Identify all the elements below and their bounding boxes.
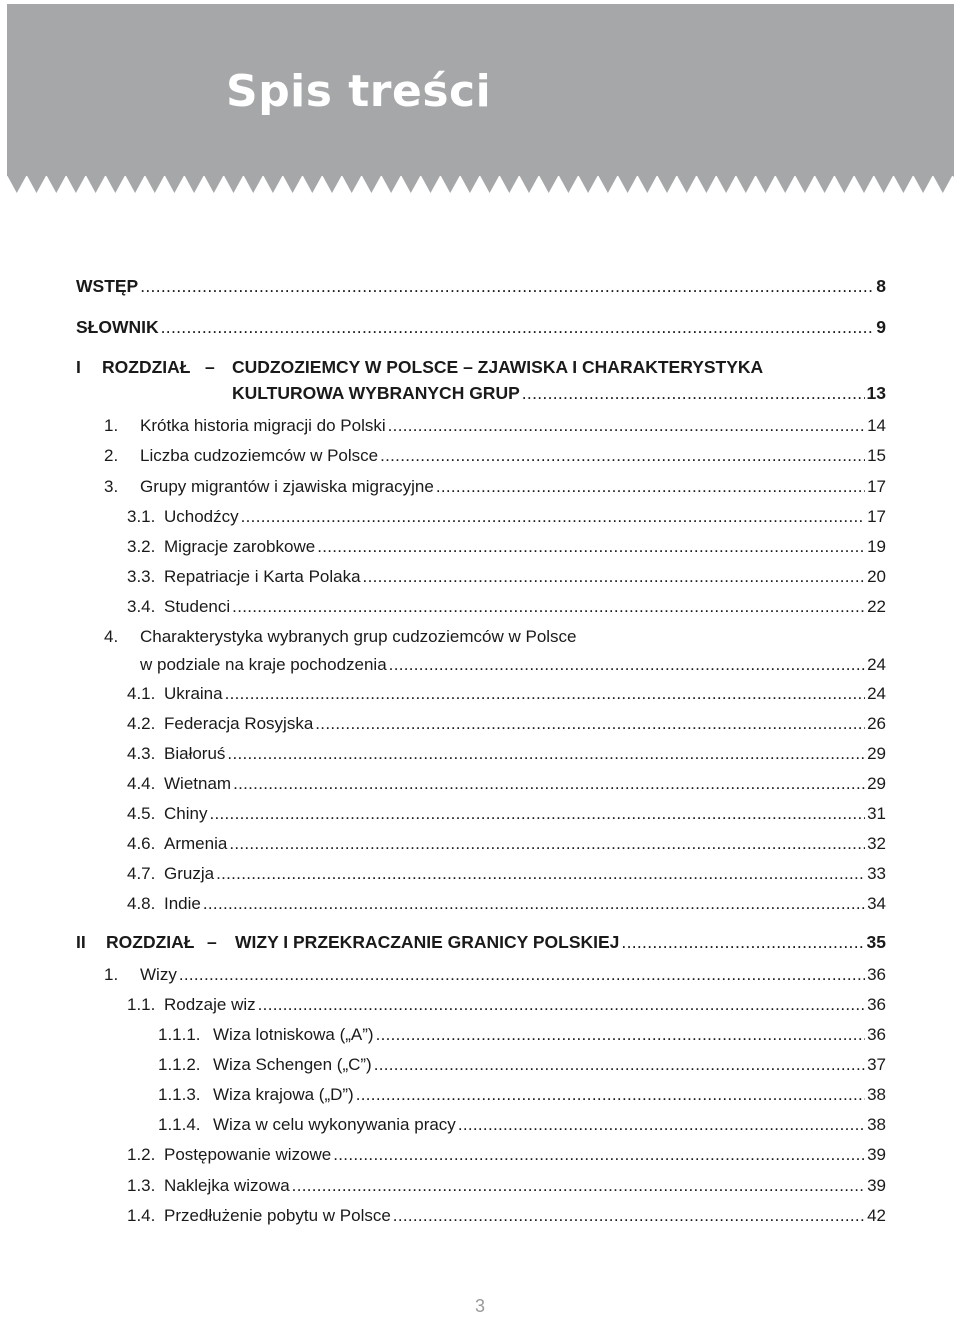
toc-entry[interactable] (127, 714, 886, 734)
leader-dots (333, 1145, 865, 1165)
toc-entry[interactable] (158, 1025, 886, 1045)
toc-entry-number: 1. (104, 416, 119, 435)
toc-entry-page: 29 (867, 744, 886, 763)
toc-entry[interactable] (104, 477, 886, 497)
toc-entry-page: 17 (867, 507, 886, 526)
leader-dots (356, 1085, 865, 1105)
toc-entry-label: Rodzaje wiz (164, 995, 256, 1014)
leader-dots (436, 477, 865, 497)
toc-entry[interactable] (127, 744, 886, 764)
toc-entry-number: 2. (104, 446, 119, 465)
toc-entry[interactable] (127, 1176, 886, 1196)
toc-entry-label: Wiza w celu wykonywania pracy (213, 1115, 456, 1134)
toc-entry-number: 4.3. (127, 744, 156, 763)
chapter-number: II (76, 932, 86, 952)
toc-entry-page: 24 (867, 655, 886, 674)
leader-dots (233, 774, 865, 794)
toc-entry-number: 1.2. (127, 1145, 156, 1164)
toc-entry-number: 3. (104, 477, 119, 496)
toc-entry[interactable] (127, 684, 886, 704)
toc-entry-label: Migracje zarobkowe (164, 537, 316, 556)
toc-entry[interactable] (127, 774, 886, 794)
toc-entry-label: SŁOWNIK (76, 317, 159, 337)
toc-entry-number: 4.1. (127, 684, 156, 703)
toc-entry-label: Federacja Rosyjska (164, 714, 314, 733)
toc-entry-page: 38 (867, 1085, 886, 1104)
toc-entry-page: 36 (867, 965, 886, 984)
toc-entry-label: Ukraina (164, 684, 223, 703)
chapter-heading-1[interactable] (76, 357, 81, 377)
toc-entry-label: Grupy migrantów i zjawiska migracyjne (140, 477, 434, 496)
toc-entry-page: 8 (876, 276, 886, 296)
toc-entry-page: 31 (867, 804, 886, 823)
toc-entry[interactable] (127, 864, 886, 884)
toc-entry-label: Białoruś (164, 744, 226, 763)
toc-entry-page: 33 (867, 864, 886, 883)
toc-entry[interactable] (127, 804, 886, 824)
leader-dots (258, 995, 865, 1015)
toc-entry-page: 35 (866, 932, 886, 952)
toc-entry-number: 1.1.1. (158, 1025, 201, 1044)
toc-entry-label: Armenia (164, 834, 228, 853)
chapter-dash: – (205, 357, 215, 377)
toc-entry-page: 13 (866, 383, 886, 403)
toc-entry-label: WSTĘP (76, 276, 139, 296)
toc-entry-page: 15 (867, 446, 886, 465)
toc-entry-label: Uchodźcy (164, 507, 239, 526)
leader-dots (374, 1055, 865, 1075)
leader-dots (388, 416, 865, 436)
toc-entry-label-line1: Charakterystyka wybranych grup cudzoziemców w Polsce (140, 627, 577, 646)
toc-entry-number: 3.2. (127, 537, 156, 556)
leader-dots (317, 537, 865, 557)
toc-entry-page: 24 (867, 684, 886, 703)
leader-dots (216, 864, 865, 884)
toc-entry-number: 1.1.2. (158, 1055, 201, 1074)
toc-entry[interactable] (104, 416, 886, 436)
toc-entry-number: 3.1. (127, 507, 156, 526)
toc-entry[interactable] (127, 567, 886, 587)
toc-entry-label: Postępowanie wizowe (164, 1145, 332, 1164)
toc-entry[interactable] (158, 1115, 886, 1135)
toc-entry-number: 1.3. (127, 1176, 156, 1195)
chapter-part-label: ROZDZIAŁ (106, 932, 195, 952)
leader-dots (241, 507, 865, 527)
toc-entry-page: 29 (867, 774, 886, 793)
toc-entry[interactable] (127, 1206, 886, 1226)
toc-entry-number: 1. (104, 965, 119, 984)
page-number: 3 (474, 1296, 485, 1316)
chapter-number: I (76, 357, 81, 377)
chapter-part-label: ROZDZIAŁ (102, 357, 191, 377)
toc-entry-number: 4.2. (127, 714, 156, 733)
toc-entry-page: 36 (867, 995, 886, 1014)
leader-dots (363, 567, 866, 587)
toc-entry-slownik[interactable] (76, 317, 886, 337)
toc-entry-label: Wietnam (164, 774, 232, 793)
page-title: Spis treści (226, 66, 492, 117)
toc-entry-page: 39 (867, 1145, 886, 1164)
leader-dots (380, 446, 865, 466)
toc-entry-number: 3.4. (127, 597, 156, 616)
toc-entry-label: Wiza krajowa („D”) (213, 1085, 354, 1104)
toc-entry[interactable] (127, 995, 886, 1015)
toc-entry-number: 4.4. (127, 774, 156, 793)
toc-entry-label: Wiza Schengen („C”) (213, 1055, 372, 1074)
toc-entry-label: Liczba cudzoziemców w Polsce (140, 446, 379, 465)
leader-dots (376, 1025, 865, 1045)
toc-entry-page: 17 (867, 477, 886, 496)
toc-entry-number: 4.6. (127, 834, 156, 853)
toc-entry-label: Krótka historia migracji do Polski (140, 416, 386, 435)
toc-entry[interactable] (127, 597, 886, 617)
leader-dots (292, 1176, 865, 1196)
leader-dots (179, 965, 865, 985)
leader-dots (522, 383, 865, 403)
chapter-dash: – (207, 932, 217, 952)
toc-entry-label: Wizy (140, 965, 177, 984)
chapter-heading-2[interactable] (76, 932, 86, 952)
toc-entry-label: Wiza lotniskowa („A”) (213, 1025, 374, 1044)
toc-entry-label: KULTUROWA WYBRANYCH GRUP (232, 383, 520, 403)
toc-entry-page: 34 (867, 894, 886, 913)
toc-entry-page: 26 (867, 714, 886, 733)
toc-entry[interactable] (127, 894, 886, 914)
leader-dots (209, 804, 865, 824)
toc-entry[interactable] (104, 446, 886, 466)
leader-dots (140, 276, 874, 296)
toc-entry[interactable] (127, 1145, 886, 1165)
toc-entry-page: 36 (867, 1025, 886, 1044)
toc-entry-page: 22 (867, 597, 886, 616)
leader-dots (225, 684, 865, 704)
toc-entry-label: Chiny (164, 804, 208, 823)
toc-entry-first-line (104, 627, 577, 647)
leader-dots (458, 1115, 865, 1135)
toc-entry-number: 1.1.3. (158, 1085, 201, 1104)
toc-entry-number: 4.5. (127, 804, 156, 823)
toc-entry-page: 14 (867, 416, 886, 435)
toc-entry-label: Studenci (164, 597, 231, 616)
toc-entry-label: Przedłużenie pobytu w Polsce (164, 1206, 391, 1225)
toc-entry-page: 32 (867, 834, 886, 853)
toc-entry[interactable] (127, 507, 886, 527)
leader-dots (229, 834, 865, 854)
toc-entry-number: 1.1.4. (158, 1115, 201, 1134)
toc-entry-number: 1.4. (127, 1206, 156, 1225)
leader-dots (389, 655, 865, 675)
leader-dots (161, 317, 875, 337)
toc-entry-page: 39 (867, 1176, 886, 1195)
toc-entry-page: 42 (867, 1206, 886, 1225)
toc-entry-number: 4. (104, 627, 119, 646)
toc-entry-number: 3.3. (127, 567, 156, 586)
chapter-title[interactable] (235, 932, 886, 952)
toc-entry[interactable] (158, 1055, 886, 1075)
toc-entry-page: 37 (867, 1055, 886, 1074)
toc-entry-number: 1.1. (127, 995, 156, 1014)
toc-entry-number: 4.7. (127, 864, 156, 883)
leader-dots (227, 744, 865, 764)
toc-entry-page: 38 (867, 1115, 886, 1134)
toc-entry-label: Indie (164, 894, 201, 913)
chapter-title-line2[interactable] (232, 383, 886, 403)
toc-entry-page: 20 (867, 567, 886, 586)
toc-entry[interactable] (158, 1085, 886, 1105)
toc-entry-number: 4.8. (127, 894, 156, 913)
toc-entry[interactable] (127, 834, 886, 854)
leader-dots (393, 1206, 865, 1226)
leader-dots (621, 932, 864, 952)
toc-entry[interactable] (140, 655, 886, 675)
toc-entry[interactable] (127, 537, 886, 557)
toc-entry-wstep[interactable] (76, 276, 886, 296)
toc-entry-page: 19 (867, 537, 886, 556)
toc-entry-page: 9 (876, 317, 886, 337)
chapter-title-line1: CUDZOZIEMCY W POLSCE – ZJAWISKA I CHARAKTERYSTYKA (232, 357, 764, 377)
leader-dots (203, 894, 865, 914)
toc-entry-label: Naklejka wizowa (164, 1176, 290, 1195)
toc-entry-label: Repatriacje i Karta Polaka (164, 567, 361, 586)
toc-entry[interactable] (104, 965, 886, 985)
toc-entry-label: w podziale na kraje pochodzenia (140, 655, 387, 674)
leader-dots (232, 597, 865, 617)
leader-dots (315, 714, 865, 734)
toc-entry-label: WIZY I PRZEKRACZANIE GRANICY POLSKIEJ (235, 932, 620, 952)
toc-entry-label: Gruzja (164, 864, 215, 883)
